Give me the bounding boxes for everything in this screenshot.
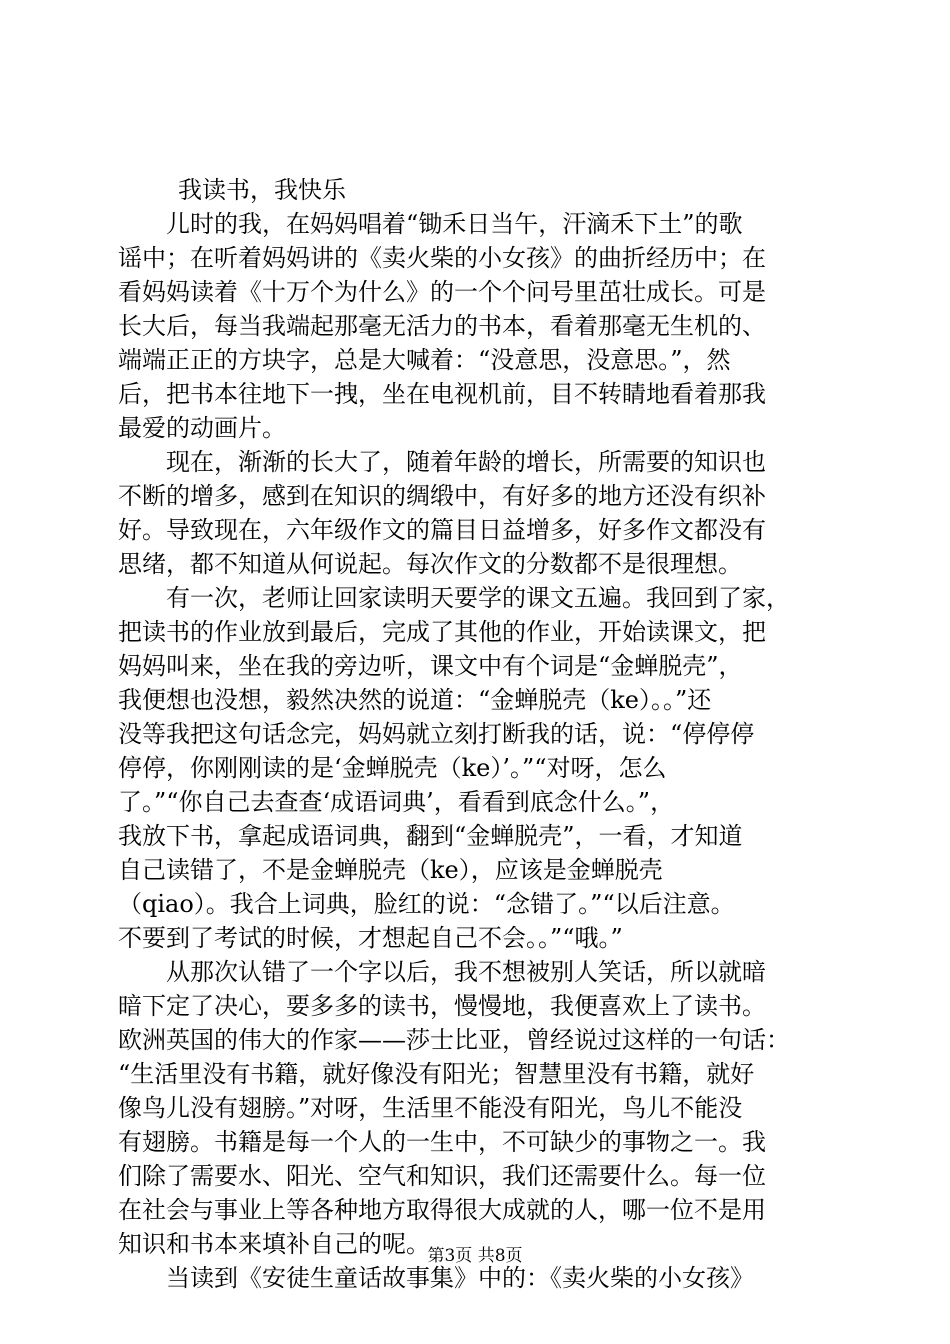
paragraph-3-line-9: 自己读错了，不是金蝉脱壳（ke），应该是金蝉脱壳 xyxy=(118,856,663,884)
paragraph-4-line-4: “生活里没有书籍，就好像没有阳光；智慧里没有书籍，就好 xyxy=(118,1060,755,1088)
paragraph-1-line-5: 端端正正的方块字，总是大喊着：“没意思，没意思。”，然 xyxy=(118,346,731,374)
paragraph-2-line-2: 不断的增多，感到在知识的绸缎中，有好多的地方还没有织补 xyxy=(118,482,766,510)
paragraph-1-line-7: 最爱的动画片。 xyxy=(118,414,286,442)
paragraph-1-line-3: 看妈妈读着《十万个为什么》的一个个问号里茁壮成长。可是 xyxy=(118,278,766,306)
paragraph-3-line-1: 有一次，老师让回家读明天要学的课文五遍。我回到了家， xyxy=(118,584,790,612)
document-title: 我读书，我快乐 xyxy=(178,176,346,204)
paragraph-5-line-1: 当读到《安徒生童话故事集》中的：《卖火柴的小女孩》 xyxy=(118,1264,754,1292)
paragraph-3-line-3: 妈妈叫来，坐在我的旁边听，课文中有个词是“金蝉脱壳”， xyxy=(118,652,743,680)
paragraph-2-line-3: 好。导致现在，六年级作文的篇目日益增多，好多作文都没有 xyxy=(118,516,766,544)
paragraph-2-line-1: 现在，渐渐的长大了，随着年龄的增长，所需要的知识也 xyxy=(118,448,766,476)
paragraph-3-line-8: 我放下书，拿起成语词典，翻到“金蝉脱壳”，一看，才知道 xyxy=(118,822,743,850)
paragraph-4-line-1: 从那次认错了一个字以后，我不想被别人笑话，所以就暗 xyxy=(118,958,766,986)
paragraph-1-line-1: 儿时的我，在妈妈唱着“锄禾日当午，汗滴禾下土”的歌 xyxy=(118,210,743,238)
paragraph-4-line-3: 欧洲英国的伟大的作家——莎士比亚，曾经说过这样的一句话： xyxy=(118,1026,790,1054)
paragraph-1-line-2: 谣中；在听着妈妈讲的《卖火柴的小女孩》的曲折经历中；在 xyxy=(118,244,766,272)
paragraph-4-line-8: 在社会与事业上等各种地方取得很大成就的人，哪一位不是用 xyxy=(118,1196,766,1224)
page-number-footer: 第3页 共8页 xyxy=(427,1246,523,1266)
paragraph-3-line-6: 停停，你刚刚读的是‘金蝉脱壳（ke）’。”“对呀，怎么 xyxy=(118,754,667,782)
paragraph-3-line-4: 我便想也没想，毅然决然的说道：“金蝉脱壳（ke）。。”还 xyxy=(118,686,712,714)
paragraph-4-line-7: 们除了需要水、阳光、空气和知识，我们还需要什么。每一位 xyxy=(118,1162,766,1190)
paragraph-3-line-5: 没等我把这句话念完，妈妈就立刻打断我的话，说：“停停停 xyxy=(118,720,755,748)
paragraph-4-line-9: 知识和书本来填补自己的呢。 xyxy=(118,1230,430,1258)
paragraph-4-line-6: 有翅膀。书籍是每一个人的一生中，不可缺少的事物之一。我 xyxy=(118,1128,766,1156)
document-body xyxy=(118,173,830,1295)
paragraph-3-line-11: 不要到了考试的时候，才想起自己不会。。”“哦。” xyxy=(118,924,623,952)
paragraph-3-line-2: 把读书的作业放到最后，完成了其他的作业，开始读课文，把 xyxy=(118,618,766,646)
paragraph-1-line-6: 后，把书本往地下一拽，坐在电视机前，目不转睛地看着那我 xyxy=(118,380,766,408)
paragraph-1-line-4: 长大后，每当我端起那毫无活力的书本，看着那毫无生机的、 xyxy=(118,312,766,340)
paragraph-3-line-10: （qiao）。我合上词典，脸红的说：“念错了。”“以后注意。 xyxy=(118,890,735,918)
paragraph-3-line-7: 了。”“你自己去查查‘成语词典’，看看到底念什么。”， xyxy=(118,788,675,816)
paragraph-2-line-4: 思绪，都不知道从何说起。每次作文的分数都不是很理想。 xyxy=(118,550,742,578)
paragraph-4-line-5: 像鸟儿没有翅膀。”对呀，生活里不能没有阳光，鸟儿不能没 xyxy=(118,1094,743,1122)
paragraph-4-line-2: 暗下定了决心，要多多的读书，慢慢地，我便喜欢上了读书。 xyxy=(118,992,766,1020)
